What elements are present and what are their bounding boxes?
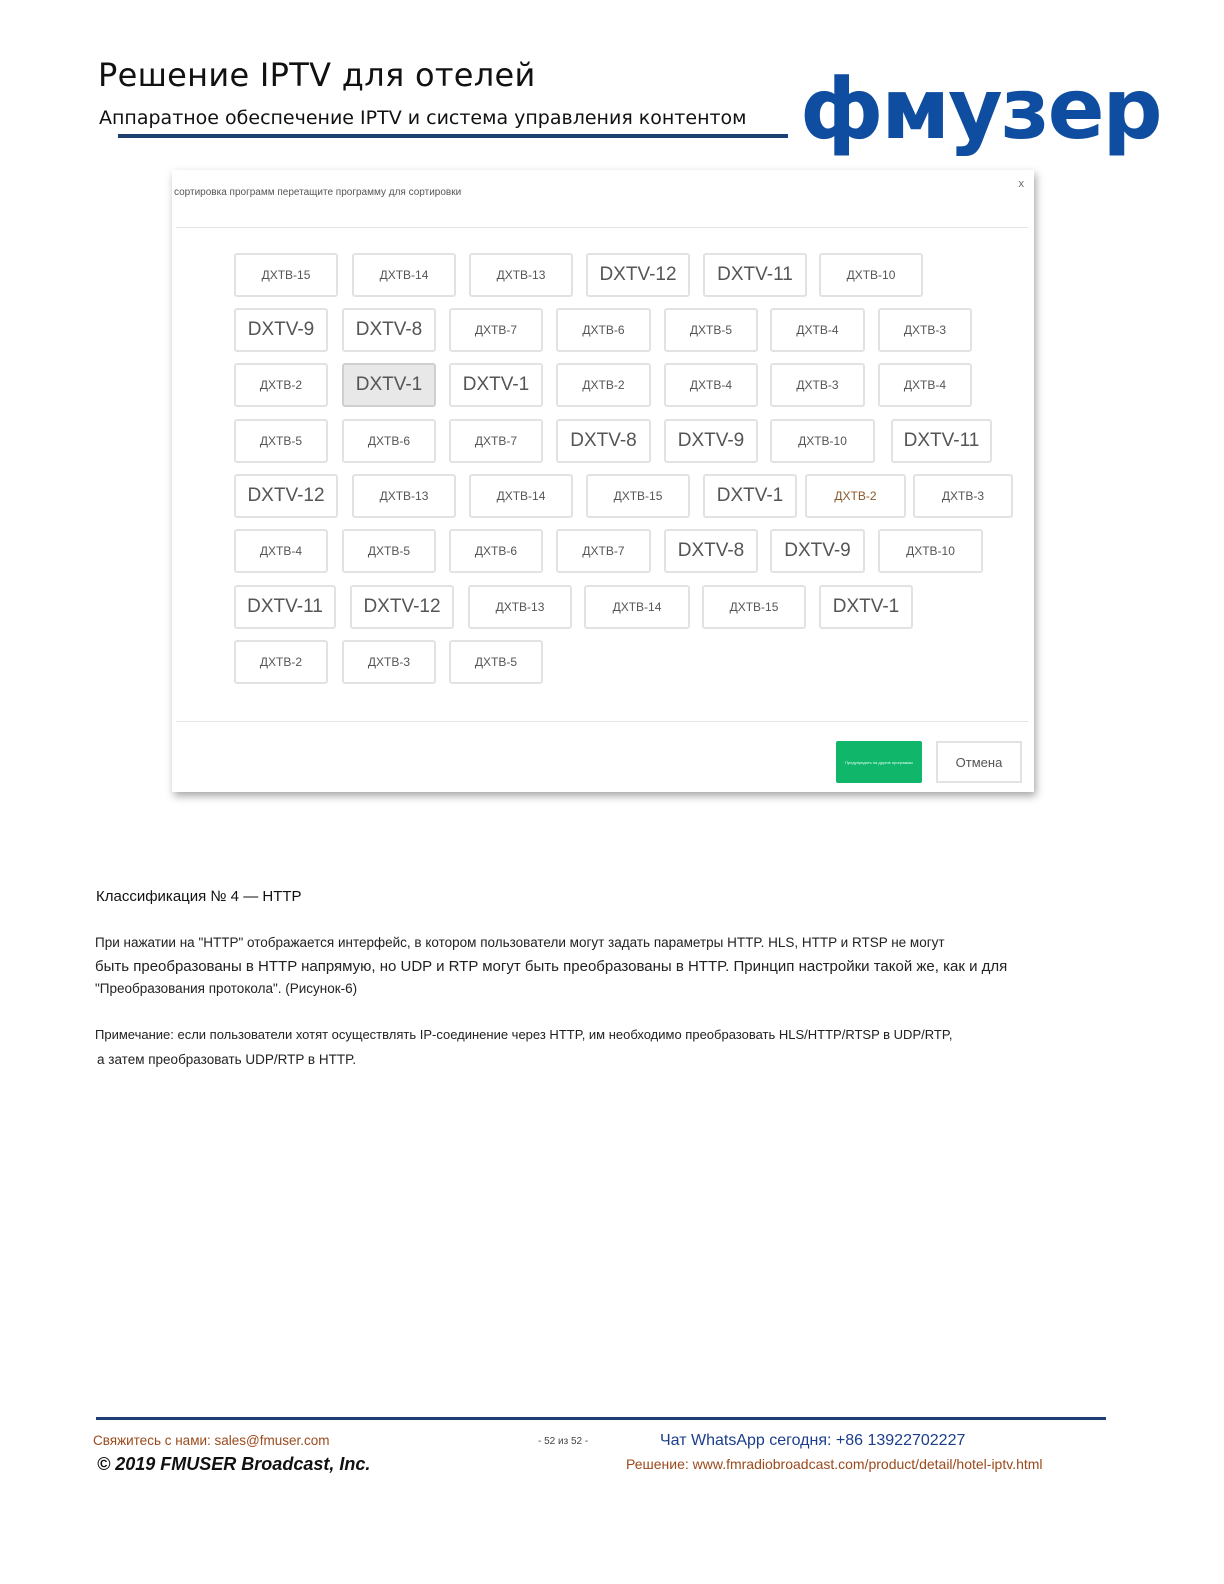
program-item[interactable]: ДХТВ-5 <box>449 640 543 684</box>
paragraph-line: При нажатии на "HTTP" отображается интерфейс, в котором пользователи могут задать параметры HTTP. HLS, HTTP и RTSP не могут <box>95 935 945 950</box>
header-rule <box>118 134 788 138</box>
note-line: а затем преобразовать UDP/RTP в HTTP. <box>97 1052 357 1067</box>
program-item[interactable]: ДХТВ-2 <box>805 474 906 518</box>
program-item[interactable]: ДХТВ-14 <box>584 585 690 629</box>
program-item[interactable]: ДХТВ-5 <box>342 529 436 573</box>
program-item[interactable]: ДХТВ-5 <box>664 308 758 352</box>
program-item[interactable]: ДХТВ-3 <box>913 474 1013 518</box>
program-item[interactable]: ДХТВ-6 <box>556 308 651 352</box>
program-item[interactable]: DXTV-1 <box>449 363 543 407</box>
program-item[interactable]: DXTV-9 <box>234 308 328 352</box>
program-item[interactable]: ДХТВ-3 <box>342 640 436 684</box>
program-item[interactable]: ДХТВ-2 <box>234 640 328 684</box>
footer-rule <box>96 1417 1106 1420</box>
program-item[interactable]: ДХТВ-7 <box>556 529 651 573</box>
dialog-divider-bottom <box>176 721 1028 722</box>
header-title: Решение IPTV для отелей <box>98 56 536 94</box>
program-item[interactable]: ДХТВ-10 <box>878 529 983 573</box>
program-item[interactable]: ДХТВ-13 <box>469 253 573 297</box>
program-item[interactable]: ДХТВ-14 <box>469 474 573 518</box>
footer-copyright: © 2019 FMUSER Broadcast, Inc. <box>97 1454 371 1474</box>
program-item[interactable]: DXTV-1 <box>819 585 913 629</box>
program-item[interactable]: ДХТВ-7 <box>449 419 543 463</box>
program-item[interactable]: ДХТВ-15 <box>586 474 690 518</box>
program-item[interactable]: ДХТВ-7 <box>449 308 543 352</box>
program-item[interactable]: ДХТВ-3 <box>878 308 972 352</box>
brand-logo: фмузер <box>800 60 1161 158</box>
program-item[interactable]: ДХТВ-5 <box>234 419 328 463</box>
program-item[interactable]: ДХТВ-10 <box>770 419 875 463</box>
apply-button[interactable]: Предупредить на другие программы <box>836 741 922 783</box>
program-item[interactable]: DXTV-8 <box>664 529 758 573</box>
program-item[interactable]: DXTV-11 <box>703 253 807 297</box>
program-item[interactable]: DXTV-8 <box>342 308 436 352</box>
close-icon[interactable]: x <box>1018 178 1024 190</box>
page-number: - 52 из 52 - <box>538 1436 589 1447</box>
program-item[interactable]: ДХТВ-3 <box>770 363 865 407</box>
program-item[interactable]: DXTV-12 <box>586 253 690 297</box>
cancel-button[interactable]: Отмена <box>936 741 1022 783</box>
program-item[interactable]: ДХТВ-6 <box>342 419 436 463</box>
program-item[interactable]: DXTV-11 <box>891 419 992 463</box>
program-item[interactable]: ДХТВ-4 <box>770 308 865 352</box>
program-item[interactable]: ДХТВ-6 <box>449 529 543 573</box>
program-item[interactable]: DXTV-12 <box>234 474 338 518</box>
note-line: Примечание: если пользователи хотят осуществлять IP-соединение через HTTP, им необходимо преобразовать HLS/HTTP/RTSP в UDP/RTP, <box>95 1027 953 1042</box>
footer-contact[interactable]: Свяжитесь с нами: sales@fmuser.com <box>93 1433 330 1448</box>
footer-url[interactable]: Решение: www.fmradiobroadcast.com/product/detail/hotel-iptv.html <box>626 1456 1043 1472</box>
program-item[interactable]: DXTV-1 <box>342 363 436 407</box>
paragraph-line: "Преобразования протокола". (Рисунок-6) <box>95 981 358 996</box>
program-item[interactable]: ДХТВ-2 <box>556 363 651 407</box>
program-item[interactable]: DXTV-9 <box>664 419 758 463</box>
footer-whatsapp[interactable]: Чат WhatsApp сегодня: +86 13922702227 <box>660 1432 966 1449</box>
program-item[interactable]: ДХТВ-10 <box>819 253 923 297</box>
program-item[interactable]: DXTV-9 <box>770 529 865 573</box>
dialog-divider-top <box>176 227 1028 228</box>
program-item[interactable]: DXTV-11 <box>234 585 336 629</box>
paragraph-line: быть преобразованы в HTTP напрямую, но UDP и RTP могут быть преобразованы в HTTP. Принцип настройки такой же, как и для <box>95 958 1008 975</box>
program-item[interactable]: ДХТВ-4 <box>234 529 328 573</box>
program-item[interactable]: DXTV-12 <box>350 585 454 629</box>
program-item[interactable]: ДХТВ-14 <box>352 253 456 297</box>
program-item[interactable]: DXTV-8 <box>556 419 651 463</box>
program-item[interactable]: ДХТВ-15 <box>234 253 338 297</box>
program-sort-dialog <box>172 170 1034 792</box>
dialog-title: сортировка программ перетащите программу для сортировки <box>174 187 462 198</box>
program-item[interactable]: DXTV-1 <box>703 474 797 518</box>
header-subtitle: Аппаратное обеспечение IPTV и система управления контентом <box>99 107 747 129</box>
program-item[interactable]: ДХТВ-2 <box>234 363 328 407</box>
program-item[interactable]: ДХТВ-4 <box>664 363 758 407</box>
program-item[interactable]: ДХТВ-15 <box>702 585 806 629</box>
section-heading: Классификация № 4 — HTTP <box>96 888 302 905</box>
program-item[interactable]: ДХТВ-4 <box>878 363 972 407</box>
program-item[interactable]: ДХТВ-13 <box>468 585 572 629</box>
program-item[interactable]: ДХТВ-13 <box>352 474 456 518</box>
